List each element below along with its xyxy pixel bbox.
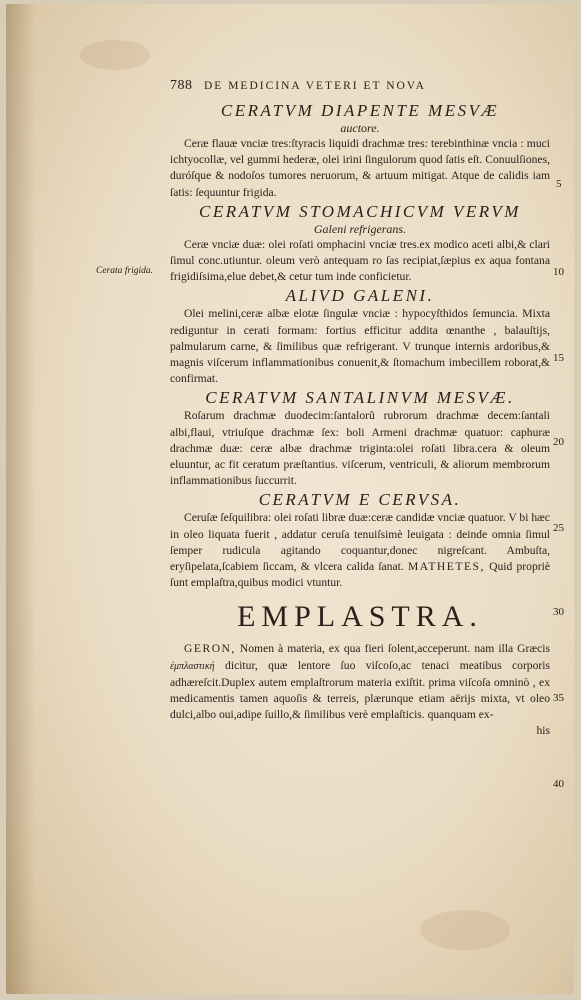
line-number: 25	[553, 522, 564, 534]
text-segment: Nomen à materia, ex qua fieri ſolent,acceperunt. nam illa Græcis	[239, 642, 550, 656]
section-text: Roſarum drachmæ duodecim:ſantalorũ rubrorum drachmæ decem:ſantali albi,flaui, vtriuſque drachmæ ſex: boli Armeni drachmæ quatuor: caphuræ drachmæ duæ: ceræ albæ drachmæ triginta:olei roſati libra.cera & oleum eluuntur, ac fit ceratum præſtantius. viſcerum, ventriculi, & aliorum membrorum inflammationibus ſuccurrit.	[170, 409, 550, 488]
running-title: DE MEDICINA VETERI ET NOVA	[204, 80, 426, 92]
section-text	[170, 510, 550, 591]
stain	[420, 910, 510, 950]
gutter-shadow	[6, 4, 36, 994]
line-number: 30	[553, 606, 564, 618]
section-subtitle: Galeni refrigerans.	[313, 221, 407, 236]
section-aliud-galeni	[170, 285, 550, 387]
section-subtitle: auctore.	[340, 121, 380, 135]
page-number: 788	[170, 78, 193, 93]
page-body	[170, 100, 550, 739]
chapter-title: EMPLASTRA.	[237, 600, 483, 634]
section-text: Ceræ vnciæ duæ: olei roſati omphacini vnciæ tres.ex modico aceti albi,& clari ſimul conc.utiuntur. oleum verò antequam ro ſas recipiat,ſæpius ex aqua fontana frigidiſsima,elue debet,& cetur tum inde conficietur.	[170, 237, 550, 284]
line-number: 35	[553, 692, 564, 704]
text-segment: Ceruſæ ſeſquilibra: olei roſati libræ duæ:ceræ candidæ vnciæ quatuor. V bi hæc in oleo liquata fuerit , addatur ceruſa tenuiſsimè leuigata : deinde omnia ſimul ſemper rudicula agitando coquantur,donec nigreſcant. Ambuſta, eryſipelata,ſcabiem ſiccam, & vlcera calida ſanat.	[170, 511, 551, 574]
section-text	[170, 641, 550, 723]
section-title: CERATVM E CERVSA.	[258, 490, 462, 510]
section-text: Olei melini,ceræ albæ elotæ ſingulæ vnciæ : hypocyſthidos ſemuncia. Mixta rediguntur in cerati formam: fortius efficitur addita œnanthe , balauſtijs, palmularum carne, & ſimilibus quæ refrigerant. V trunque internis ardoribus,& magnis viſcerum inflammationibus conuenit,& ſtomachum imbecillem roborat,& confirmat.	[170, 307, 550, 386]
running-head	[170, 78, 550, 98]
line-number: 40	[553, 778, 564, 790]
section-emplastra	[170, 597, 550, 739]
section-cerusa	[170, 489, 550, 591]
line-number: 5	[556, 178, 562, 190]
margin-note: Cerata frigida.	[96, 266, 154, 276]
line-number: 20	[553, 436, 564, 448]
section-title: ALIVD GALENI.	[285, 286, 435, 306]
text-segment: Quid propriè ſunt emplaſtra,quibus modici vtuntur.	[170, 560, 550, 590]
line-number: 10	[553, 266, 564, 278]
section-santalinum	[170, 387, 550, 489]
speaker-name: MATHETES,	[407, 560, 485, 574]
section-title: CERATVM STOMACHICVM VERVM	[199, 201, 521, 221]
line-number: 15	[553, 352, 564, 364]
speaker-name: GERON,	[184, 642, 236, 656]
section-stomachicum	[170, 201, 550, 286]
section-diapente	[170, 100, 550, 201]
section-text: Ceræ flauæ vnciæ tres:ſtyracis liquidi drachmæ tres: terebinthinæ vncia : muci ichtyocollæ, vel gummi hederæ, olei irini ſingulorum quod ſatis eſt. Conuulſiones, duróſque & nodoſos tumores neruorum, & artuum mitigat. Atque de calidis iam ſatis: ſequuntur frigida.	[170, 137, 550, 199]
section-title: CERATVM DIAPENTE MESVÆ	[220, 101, 500, 120]
section-title: CERATVM SANTALINVM MESVÆ.	[205, 388, 515, 408]
greek-term: ἐμπλαστική	[170, 660, 215, 672]
text-segment: dicitur, quæ lentore ſuo viſcoſo,ac tenaci meatibus corporis adhæreſcit.Duplex autem emplaſtrorum materia exiſtit. prima viſcoſa omninò , ex medicamentis tamen aquoſis & terreis, plærunque etiam aërijs mixta, vt oleo dulci,albo oui,adipe ſuillo,& ſimilibus verè emplaſticis. quanquam ex-	[170, 658, 550, 722]
stain	[80, 40, 150, 70]
catchword: his	[536, 724, 550, 738]
